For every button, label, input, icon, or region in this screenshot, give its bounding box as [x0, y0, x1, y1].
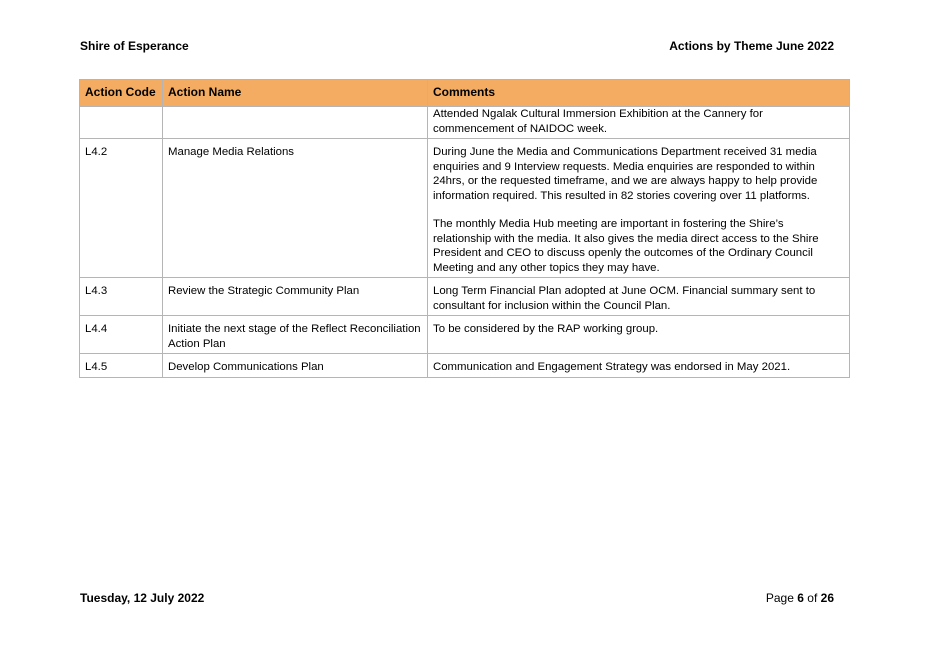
page-of: of: [807, 591, 818, 605]
action-code-cell: L4.3: [80, 278, 163, 316]
action-code-cell: L4.2: [80, 139, 163, 278]
action-name-cell: Manage Media Relations: [163, 139, 428, 278]
table-row: [80, 354, 850, 378]
report-date: Tuesday, 12 July 2022: [80, 591, 205, 605]
actions-table: [79, 79, 850, 378]
page-prefix: Page: [765, 591, 794, 605]
page-total: 26: [820, 591, 834, 605]
comments-cell: [428, 107, 850, 139]
table-row: [80, 107, 850, 139]
comment-paragraph: To be considered by the RAP working group.: [433, 323, 659, 335]
table-row: [80, 316, 850, 354]
comments-cell: [428, 354, 850, 378]
table-header-row: [80, 80, 850, 107]
action-name-cell: Develop Communications Plan: [163, 354, 428, 378]
action-code-cell: L4.4: [80, 316, 163, 354]
comment-paragraph: During June the Media and Communications Department received 31 media enquiries and 9 Interview requests. Media enquiries are responded to within 24hrs, or the requested timeframe, and we are always happy to help provide information required. This resulted in 82 stories covering over 11 platforms.: [433, 146, 818, 202]
comment-paragraph: The monthly Media Hub meeting are important in fostering the Shire’s relationship with the media. It also gives the media direct access to the Shire President and CEO to discuss openly the outcomes of the Ordinary Council Meeting and any other topics they may have.: [433, 218, 819, 274]
page-number: [766, 591, 834, 605]
comment-paragraph: Attended Ngalak Cultural Immersion Exhibition at the Cannery for commencement of NAIDOC week.: [433, 108, 763, 135]
comments-cell: [428, 139, 850, 278]
comments-cell: [428, 278, 850, 316]
action-code-cell: L4.5: [80, 354, 163, 378]
comment-paragraph: Long Term Financial Plan adopted at June OCM. Financial summary sent to consultant for inclusion within the Council Plan.: [433, 285, 816, 312]
column-header-action-name: Action Name: [163, 80, 428, 107]
organisation-name: Shire of Esperance: [80, 39, 189, 53]
column-header-comments: Comments: [428, 80, 850, 107]
action-name-cell: Review the Strategic Community Plan: [163, 278, 428, 316]
table-row: [80, 278, 850, 316]
table-row: [80, 139, 850, 278]
action-name-cell: Initiate the next stage of the Reflect Reconciliation Action Plan: [163, 316, 428, 354]
page-current: 6: [797, 591, 804, 605]
report-title: Actions by Theme June 2022: [669, 39, 834, 53]
action-code-cell: [80, 107, 163, 139]
comments-cell: [428, 316, 850, 354]
action-name-cell: [163, 107, 428, 139]
comment-paragraph: Communication and Engagement Strategy was endorsed in May 2021.: [433, 361, 791, 373]
column-header-action-code: Action Code: [80, 80, 163, 107]
